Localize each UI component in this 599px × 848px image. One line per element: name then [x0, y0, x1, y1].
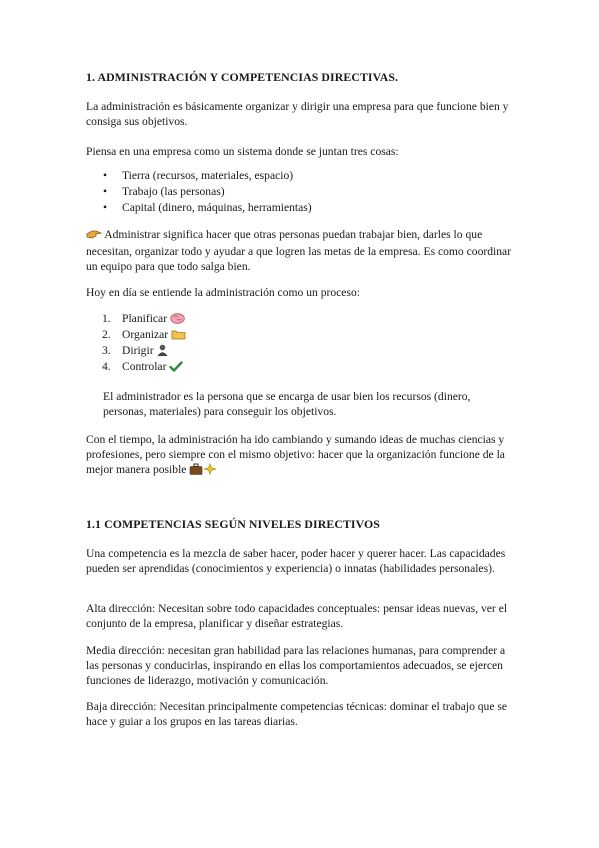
- section-2-heading: 1.1 COMPETENCIAS SEGÚN NIVELES DIRECTIVOS: [86, 517, 380, 531]
- briefcase-icon: [189, 463, 203, 479]
- section-2-paragraph-3: Media dirección: necesitan gran habilidad para las relaciones humanas, para comprender a las personas y conducirlas, inspirando en ellas los comportamientos adecuados, se ejercen funciones de liderazgo, motivación y comunicación.: [86, 644, 506, 687]
- bullet: •: [103, 185, 108, 198]
- list-item: • Capital (dinero, máquinas, herramientas): [103, 201, 312, 214]
- bullet: •: [103, 169, 108, 182]
- section-1-paragraph-4: Hoy en día se entiende la administración como un proceso:: [86, 286, 360, 299]
- pointing-hand-icon: [86, 228, 102, 244]
- section-1-paragraph-1: La administración es básicamente organizar y dirigir una empresa para que funcione bien y consiga sus objetivos.: [86, 100, 509, 128]
- process-steps-list: [86, 311, 516, 375]
- list-item: • Tierra (recursos, materiales, espacio): [103, 169, 294, 182]
- bullet: •: [103, 201, 108, 214]
- section-2-paragraph-1: Una competencia es la mezcla de saber hacer, poder hacer y querer hacer. Las capacidades pueden ser aprendidas (conocimientos y experiencia) o innatas (habilidades personales).: [86, 547, 506, 575]
- section-1-paragraph-2: Piensa en una empresa como un sistema donde se juntan tres cosas:: [86, 145, 399, 158]
- section-1-paragraph-6: Con el tiempo, la administración ha ido cambiando y sumando ideas de muchas ciencias y profesiones, pero siempre con el mismo objetivo: hacer que la organización funcione de la mejor manera posible: [86, 432, 516, 479]
- section-1-heading: 1. ADMINISTRACIÓN Y COMPETENCIAS DIRECTIVAS.: [86, 70, 399, 84]
- section-1-paragraph-5: El administrador es la persona que se encarga de usar bien los recursos (dinero, personas, materiales) para conseguir los objetivos.: [103, 390, 471, 418]
- sparkle-icon: [203, 463, 217, 479]
- list-item: 3. Dirigir: [86, 343, 516, 359]
- list-item: • Trabajo (las personas): [103, 185, 225, 198]
- section-1-paragraph-3: Administrar significa hacer que otras personas puedan trabajar bien, darles lo que necesitan, organizar todo y ayudar a que logren las metas de la empresa. Es como coordinar un equipo para que todo salga bien.: [86, 228, 512, 273]
- section-2-paragraph-2: Alta dirección: Necesitan sobre todo capacidades conceptuales: pensar ideas nuevas, ver el conjunto de la empresa, planificar y diseñar estrategias.: [86, 602, 508, 630]
- list-item: 2. Organizar: [86, 327, 516, 343]
- list-item: 1. Planificar: [86, 311, 516, 327]
- section-2-paragraph-4: Baja dirección: Necesitan principalmente competencias técnicas: dominar el trabajo que se hace y guiar a los grupos en las tareas diarias.: [86, 700, 508, 728]
- list-item: 4. Controlar: [86, 359, 516, 375]
- resources-list: [86, 168, 516, 216]
- check-icon: [169, 361, 183, 377]
